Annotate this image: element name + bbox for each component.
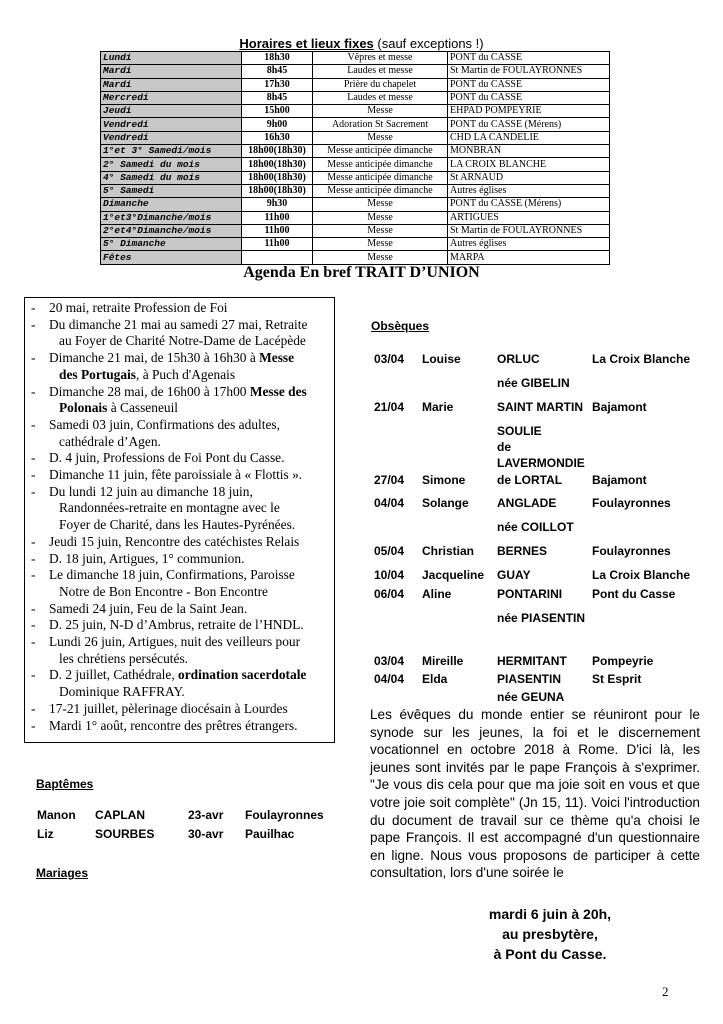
obseque-date: 10/04 (374, 568, 405, 582)
obseque-date: 03/04 (374, 352, 405, 366)
obseques-title: Obsèques (371, 319, 430, 333)
obseque-first: Solange (422, 496, 469, 510)
schedule-place: PONT du CASSE (448, 52, 610, 65)
schedule-service: Messe (313, 105, 448, 118)
agenda-list (31, 300, 330, 734)
bapteme-place: Foulayronnes (245, 808, 324, 822)
obseque-first: Simone (422, 473, 466, 487)
schedule-title (0, 36, 723, 51)
obseque-last: ORLUC (497, 352, 540, 366)
obseque-place: Pont du Casse (592, 587, 676, 601)
schedule-row (101, 171, 610, 184)
schedule-row (101, 65, 610, 78)
obseque-date: 04/04 (374, 672, 405, 686)
obseque-last: GUAY (497, 568, 531, 582)
obseque-nee: née GEUNA (497, 690, 565, 704)
schedule-service: Messe anticipée dimanche (313, 158, 448, 171)
obseque-place: Bajamont (592, 400, 647, 414)
meeting-date: mardi 6 juin à 20h, (488, 906, 612, 922)
schedule-table-body (101, 52, 610, 265)
schedule-time: 18h30 (242, 52, 313, 65)
schedule-row (101, 211, 610, 224)
agenda-item: - Du dimanche 21 mai au samedi 27 mai, Retraite au Foyer de Charité Notre-Dame de Lacépède (31, 316, 308, 349)
obseque-date: 06/04 (374, 587, 405, 601)
obseque-first: Jacqueline (422, 568, 485, 582)
schedule-time: 17h30 (242, 78, 313, 91)
schedule-row (101, 52, 610, 65)
schedule-row (101, 145, 610, 158)
schedule-place: MARPA (448, 251, 610, 264)
obseque-last: BERNES (497, 544, 548, 558)
schedule-day: 1°et3°Dimanche/mois (101, 211, 242, 224)
obseque-date: 04/04 (374, 496, 405, 510)
obseque-nee: née PIASENTIN (497, 611, 586, 625)
synode-paragraph: Les évêques du monde entier se réuniront pour le synode sur les jeunes, la foi et le discernement vocationnel en octobre 2018 à Rome. D'ici là, les jeunes sont invités par le pape François à s'exprimer. "Je vous dis cela pour que ma joie soit en vous et que votre joie soit complète" (Jn 15, 11). Voici l'introduction du document de travail sur ce thème qu'a choisi le pape François. Il est accompagné d'un questionnaire en ligne. Nous vous proposons de participer à cette consultation, lors d'une soirée le (370, 707, 700, 881)
bapteme-first: Manon (37, 808, 76, 822)
schedule-day: Vendredi (101, 118, 242, 131)
obseque-first: Elda (422, 672, 448, 686)
schedule-day: 1°et 3° Samedi/mois (101, 145, 242, 158)
obseque-first: Aline (422, 587, 452, 601)
schedule-service: Adoration St Sacrement (313, 118, 448, 131)
schedule-time: 8h45 (242, 65, 313, 78)
obseque-place: Foulayronnes (592, 496, 671, 510)
schedule-time: 9h30 (242, 198, 313, 211)
schedule-service: Messe anticipée dimanche (313, 171, 448, 184)
obseque-last: HERMITANT (497, 654, 567, 668)
obseque-place: Bajamont (592, 473, 647, 487)
schedule-day: Mardi (101, 65, 242, 78)
schedule-row (101, 78, 610, 91)
obseque-name-line: SOULIE (497, 424, 542, 438)
obseque-last: de LORTAL (497, 473, 563, 487)
schedule-time: 11h00 (242, 224, 313, 237)
schedule-time: 18h00(18h30) (242, 158, 313, 171)
obseque-nee: née GIBELIN (497, 376, 570, 390)
schedule-place: LA CROIX BLANCHE (448, 158, 610, 171)
schedule-time: 15h00 (242, 105, 313, 118)
bapteme-date: 30-avr (188, 827, 224, 841)
schedule-service: Prière du chapelet (313, 78, 448, 91)
schedule-day: Mardi (101, 78, 242, 91)
schedule-row (101, 198, 610, 211)
schedule-day: Fêtes (101, 251, 242, 264)
meeting-town: à Pont du Casse. (493, 946, 607, 962)
schedule-row (101, 105, 610, 118)
agenda-item: - D. 4 juin, Professions de Foi Pont du Casse. (31, 450, 285, 466)
bapteme-place: Pauilhac (245, 827, 295, 841)
obseque-place: La Croix Blanche (592, 352, 691, 366)
schedule-row (101, 224, 610, 237)
schedule-service: Messe (313, 198, 448, 211)
schedule-place: Autres églises (448, 184, 610, 197)
meeting-location: au presbytère, (502, 926, 598, 942)
baptemes-title: Baptêmes (36, 777, 94, 791)
schedule-service: Laudes et messe (313, 91, 448, 104)
schedule-service: Messe (313, 211, 448, 224)
schedule-time: 11h00 (242, 211, 313, 224)
agenda-title: Agenda En bref TRAIT D’UNION (243, 264, 480, 281)
schedule-place: CHD LA CANDELIE (448, 131, 610, 144)
agenda-item: - Jeudi 15 juin, Rencontre des catéchistes Relais (31, 533, 300, 549)
schedule-service: Vêpres et messe (313, 52, 448, 65)
schedule-day: Vendredi (101, 131, 242, 144)
bapteme-date: 23-avr (188, 808, 224, 822)
schedule-row (101, 131, 610, 144)
agenda-item: - D. 25 juin, N-D d’Ambrus, retraite de l’HNDL. (31, 617, 304, 633)
agenda-item: - Dimanche 11 juin, fête paroissiale à « Flottis ». (31, 467, 303, 483)
schedule-place: PONT du CASSE (448, 78, 610, 91)
schedule-place: St ARNAUD (448, 171, 610, 184)
synode-meeting (400, 904, 700, 964)
schedule-row (101, 184, 610, 197)
schedule-time: 18h00(18h30) (242, 171, 313, 184)
schedule-day: 2° Samedi du mois (101, 158, 242, 171)
schedule-title-rest: (sauf exceptions !) (373, 36, 484, 51)
bapteme-first: Liz (37, 827, 54, 841)
agenda-item: - Samedi 24 juin, Feu de la Saint Jean. (31, 600, 248, 616)
obseque-first: Mireille (422, 654, 464, 668)
schedule-place: MONBRAN (448, 145, 610, 158)
obseque-first: Louise (422, 352, 461, 366)
obseque-last: PIASENTIN (497, 672, 562, 686)
schedule-time: 18h00(18h30) (242, 145, 313, 158)
schedule-day: Mercredi (101, 91, 242, 104)
obseque-place: La Croix Blanche (592, 568, 691, 582)
schedule-service: Messe (313, 251, 448, 264)
schedule-service: Messe anticipée dimanche (313, 184, 448, 197)
agenda-item: - Mardi 1° août, rencontre des prêtres étrangers. (31, 717, 298, 733)
agenda-item: - Lundi 26 juin, Artigues, nuit des veilleurs pour les chrétiens persécutés. (31, 634, 301, 666)
obseque-name-line: LAVERMONDIE (497, 456, 585, 470)
schedule-service: Messe (313, 238, 448, 251)
schedule-place: PONT du CASSE (448, 91, 610, 104)
schedule-place: EHPAD POMPEYRIE (448, 105, 610, 118)
agenda-item: - Du lundi 12 juin au dimanche 18 juin, Randonnées-retraite en montagne avec le Foyer de Charité, dans les Hautes-Pyrénées. (31, 483, 296, 533)
schedule-day: 5° Dimanche (101, 238, 242, 251)
obseque-place: St Esprit (592, 672, 642, 686)
schedule-time (242, 251, 313, 264)
schedule-table (100, 51, 610, 265)
schedule-row (101, 251, 610, 264)
schedule-time: 18h00(18h30) (242, 184, 313, 197)
obseque-name-line: de (497, 440, 512, 454)
schedule-place: St Martin de FOULAYRONNES (448, 65, 610, 78)
agenda-item: - Le dimanche 18 juin, Confirmations, Paroisse Notre de Bon Encontre - Bon Encontre (31, 567, 295, 599)
obseque-place: Pompeyrie (592, 654, 654, 668)
schedule-row (101, 91, 610, 104)
schedule-day: Dimanche (101, 198, 242, 211)
schedule-time: 8h45 (242, 91, 313, 104)
obseque-last: PONTARINI (497, 587, 563, 601)
agenda-item: - D. 18 juin, Artigues, 1° communion. (31, 550, 245, 566)
schedule-row (101, 118, 610, 131)
agenda-item: - Dimanche 21 mai, de 15h30 à 16h30 à Messe des Portugais, à Puch d'Agenais (31, 350, 295, 382)
obseque-first: Christian (422, 544, 475, 558)
mariages-title: Mariages (36, 866, 89, 880)
schedule-place: St Martin de FOULAYRONNES (448, 224, 610, 237)
agenda-item: - 17-21 juillet, pèlerinage diocésain à Lourdes (31, 700, 288, 716)
bapteme-last: CAPLAN (95, 808, 145, 822)
schedule-time: 11h00 (242, 238, 313, 251)
agenda-item: - Samedi 03 juin, Confirmations des adultes, cathédrale d’Agen. (31, 416, 280, 449)
obseque-nee: née COILLOT (497, 520, 574, 534)
schedule-day: Jeudi (101, 105, 242, 118)
obseque-date: 03/04 (374, 654, 405, 668)
schedule-row (101, 238, 610, 251)
schedule-service: Messe (313, 224, 448, 237)
obseque-last: SAINT MARTIN (497, 400, 583, 414)
obseque-date: 21/04 (374, 400, 405, 414)
obseque-place: Foulayronnes (592, 544, 671, 558)
schedule-place: ARTIGUES (448, 211, 610, 224)
schedule-day: 5° Samedi (101, 184, 242, 197)
schedule-place: PONT du CASSE (Mérens) (448, 198, 610, 211)
schedule-time: 16h30 (242, 131, 313, 144)
agenda-item: - D. 2 juillet, Cathédrale, ordination sacerdotale Dominique RAFFRAY. (31, 667, 307, 700)
page-number: 2 (662, 984, 669, 999)
schedule-title-bold: Horaires et lieux fixes (239, 36, 374, 51)
schedule-day: 4° Samedi du mois (101, 171, 242, 184)
obseque-date: 05/04 (374, 544, 405, 558)
schedule-place: PONT du CASSE (Mérens) (448, 118, 610, 131)
obseque-date: 27/04 (374, 473, 405, 487)
agenda-box (24, 297, 335, 743)
schedule-service: Messe (313, 131, 448, 144)
schedule-day: 2°et4°Dimanche/mois (101, 224, 242, 237)
agenda-item: - Dimanche 28 mai, de 16h00 à 17h00 Messe des Polonais à Casseneuil (31, 383, 307, 416)
schedule-day: Lundi (101, 52, 242, 65)
agenda-item: - 20 mai, retraite Profession de Foi (31, 300, 228, 315)
schedule-row (101, 158, 610, 171)
bapteme-last: SOURBES (95, 827, 155, 841)
schedule-service: Laudes et messe (313, 65, 448, 78)
schedule-place: Autres églises (448, 238, 610, 251)
schedule-service: Messe anticipée dimanche (313, 145, 448, 158)
obseque-last: ANGLADE (497, 496, 557, 510)
schedule-time: 9h00 (242, 118, 313, 131)
obseque-first: Marie (422, 400, 454, 414)
